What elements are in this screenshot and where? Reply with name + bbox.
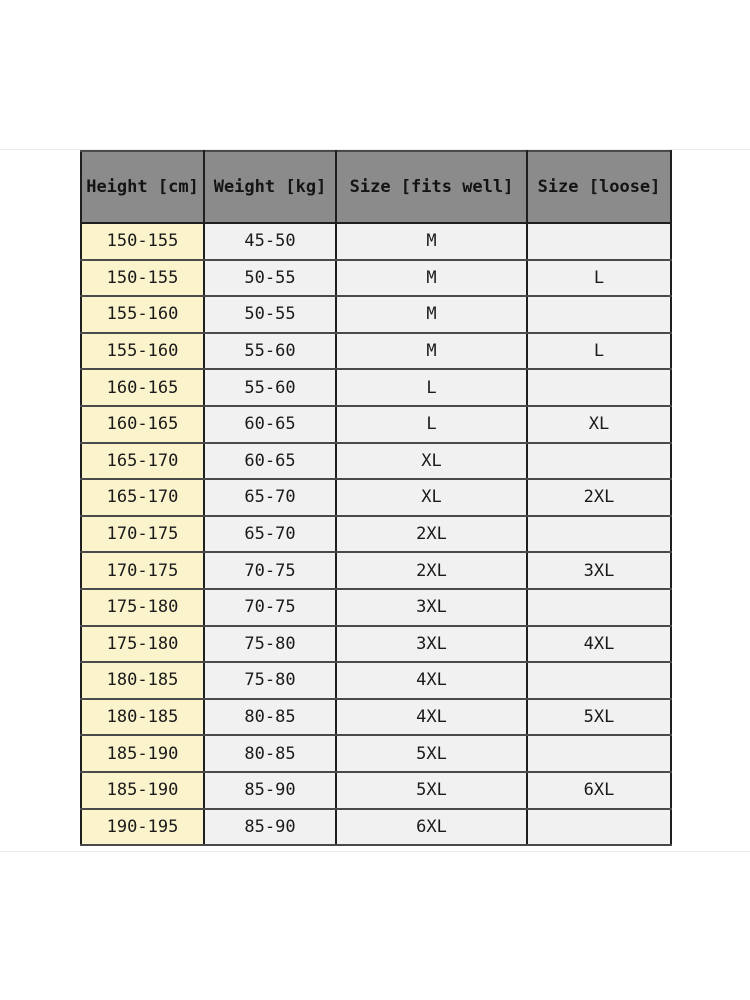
table-row xyxy=(81,552,671,589)
page-divider-bottom xyxy=(0,851,750,852)
cell-size-loose xyxy=(527,809,671,846)
column-header-size-fits-well: Size [fits well] xyxy=(336,151,527,223)
cell-size-fits-well: L xyxy=(336,406,527,443)
cell-height-range: 185-190 xyxy=(81,735,204,772)
cell-size-fits-well: L xyxy=(336,369,527,406)
cell-size-loose xyxy=(527,662,671,699)
table-row xyxy=(81,333,671,370)
header-row xyxy=(81,151,671,223)
column-header-size-loose: Size [loose] xyxy=(527,151,671,223)
cell-size-fits-well: M xyxy=(336,296,527,333)
table-head xyxy=(81,151,671,223)
cell-height-range: 160-165 xyxy=(81,369,204,406)
table-row xyxy=(81,809,671,846)
cell-size-loose xyxy=(527,589,671,626)
cell-size-loose: 6XL xyxy=(527,772,671,809)
cell-size-fits-well: XL xyxy=(336,443,527,480)
cell-size-loose xyxy=(527,443,671,480)
cell-size-fits-well: M xyxy=(336,333,527,370)
table-row xyxy=(81,662,671,699)
cell-height-range: 180-185 xyxy=(81,662,204,699)
cell-size-loose: L xyxy=(527,260,671,297)
cell-height-range: 185-190 xyxy=(81,772,204,809)
cell-weight-range: 45-50 xyxy=(204,223,336,260)
cell-weight-range: 85-90 xyxy=(204,772,336,809)
cell-size-fits-well: 2XL xyxy=(336,552,527,589)
cell-size-loose: 5XL xyxy=(527,699,671,736)
cell-height-range: 155-160 xyxy=(81,333,204,370)
cell-weight-range: 50-55 xyxy=(204,260,336,297)
cell-height-range: 175-180 xyxy=(81,589,204,626)
cell-weight-range: 70-75 xyxy=(204,589,336,626)
table-row xyxy=(81,369,671,406)
cell-weight-range: 55-60 xyxy=(204,369,336,406)
cell-size-fits-well: 2XL xyxy=(336,516,527,553)
cell-size-fits-well: 4XL xyxy=(336,699,527,736)
cell-height-range: 165-170 xyxy=(81,479,204,516)
table-row xyxy=(81,406,671,443)
cell-weight-range: 60-65 xyxy=(204,406,336,443)
table-row xyxy=(81,223,671,260)
cell-size-fits-well: 5XL xyxy=(336,772,527,809)
cell-size-loose xyxy=(527,735,671,772)
table-row xyxy=(81,443,671,480)
cell-height-range: 170-175 xyxy=(81,516,204,553)
table-row xyxy=(81,516,671,553)
table-row xyxy=(81,479,671,516)
cell-size-fits-well: 5XL xyxy=(336,735,527,772)
cell-weight-range: 80-85 xyxy=(204,735,336,772)
cell-height-range: 190-195 xyxy=(81,809,204,846)
cell-height-range: 150-155 xyxy=(81,260,204,297)
cell-size-fits-well: 3XL xyxy=(336,589,527,626)
column-header-height: Height [cm] xyxy=(81,151,204,223)
cell-weight-range: 65-70 xyxy=(204,479,336,516)
cell-height-range: 160-165 xyxy=(81,406,204,443)
cell-weight-range: 75-80 xyxy=(204,662,336,699)
cell-size-loose: L xyxy=(527,333,671,370)
cell-size-fits-well: 6XL xyxy=(336,809,527,846)
cell-size-fits-well: M xyxy=(336,260,527,297)
cell-size-fits-well: M xyxy=(336,223,527,260)
table-row xyxy=(81,699,671,736)
cell-weight-range: 70-75 xyxy=(204,552,336,589)
cell-weight-range: 80-85 xyxy=(204,699,336,736)
table-row xyxy=(81,626,671,663)
table-row xyxy=(81,260,671,297)
cell-size-loose xyxy=(527,516,671,553)
cell-size-loose: XL xyxy=(527,406,671,443)
cell-weight-range: 60-65 xyxy=(204,443,336,480)
column-header-weight: Weight [kg] xyxy=(204,151,336,223)
table-row xyxy=(81,589,671,626)
cell-weight-range: 65-70 xyxy=(204,516,336,553)
cell-size-loose: 4XL xyxy=(527,626,671,663)
cell-height-range: 165-170 xyxy=(81,443,204,480)
table-row xyxy=(81,772,671,809)
cell-height-range: 170-175 xyxy=(81,552,204,589)
cell-height-range: 175-180 xyxy=(81,626,204,663)
cell-size-loose: 3XL xyxy=(527,552,671,589)
cell-size-fits-well: 3XL xyxy=(336,626,527,663)
cell-size-fits-well: 4XL xyxy=(336,662,527,699)
table-body xyxy=(81,223,671,845)
cell-height-range: 180-185 xyxy=(81,699,204,736)
table-row xyxy=(81,296,671,333)
cell-height-range: 150-155 xyxy=(81,223,204,260)
cell-size-loose xyxy=(527,296,671,333)
cell-weight-range: 55-60 xyxy=(204,333,336,370)
cell-weight-range: 75-80 xyxy=(204,626,336,663)
cell-weight-range: 85-90 xyxy=(204,809,336,846)
cell-size-fits-well: XL xyxy=(336,479,527,516)
cell-size-loose xyxy=(527,369,671,406)
cell-size-loose: 2XL xyxy=(527,479,671,516)
table-row xyxy=(81,735,671,772)
cell-height-range: 155-160 xyxy=(81,296,204,333)
cell-weight-range: 50-55 xyxy=(204,296,336,333)
size-chart-table xyxy=(80,150,672,846)
cell-size-loose xyxy=(527,223,671,260)
